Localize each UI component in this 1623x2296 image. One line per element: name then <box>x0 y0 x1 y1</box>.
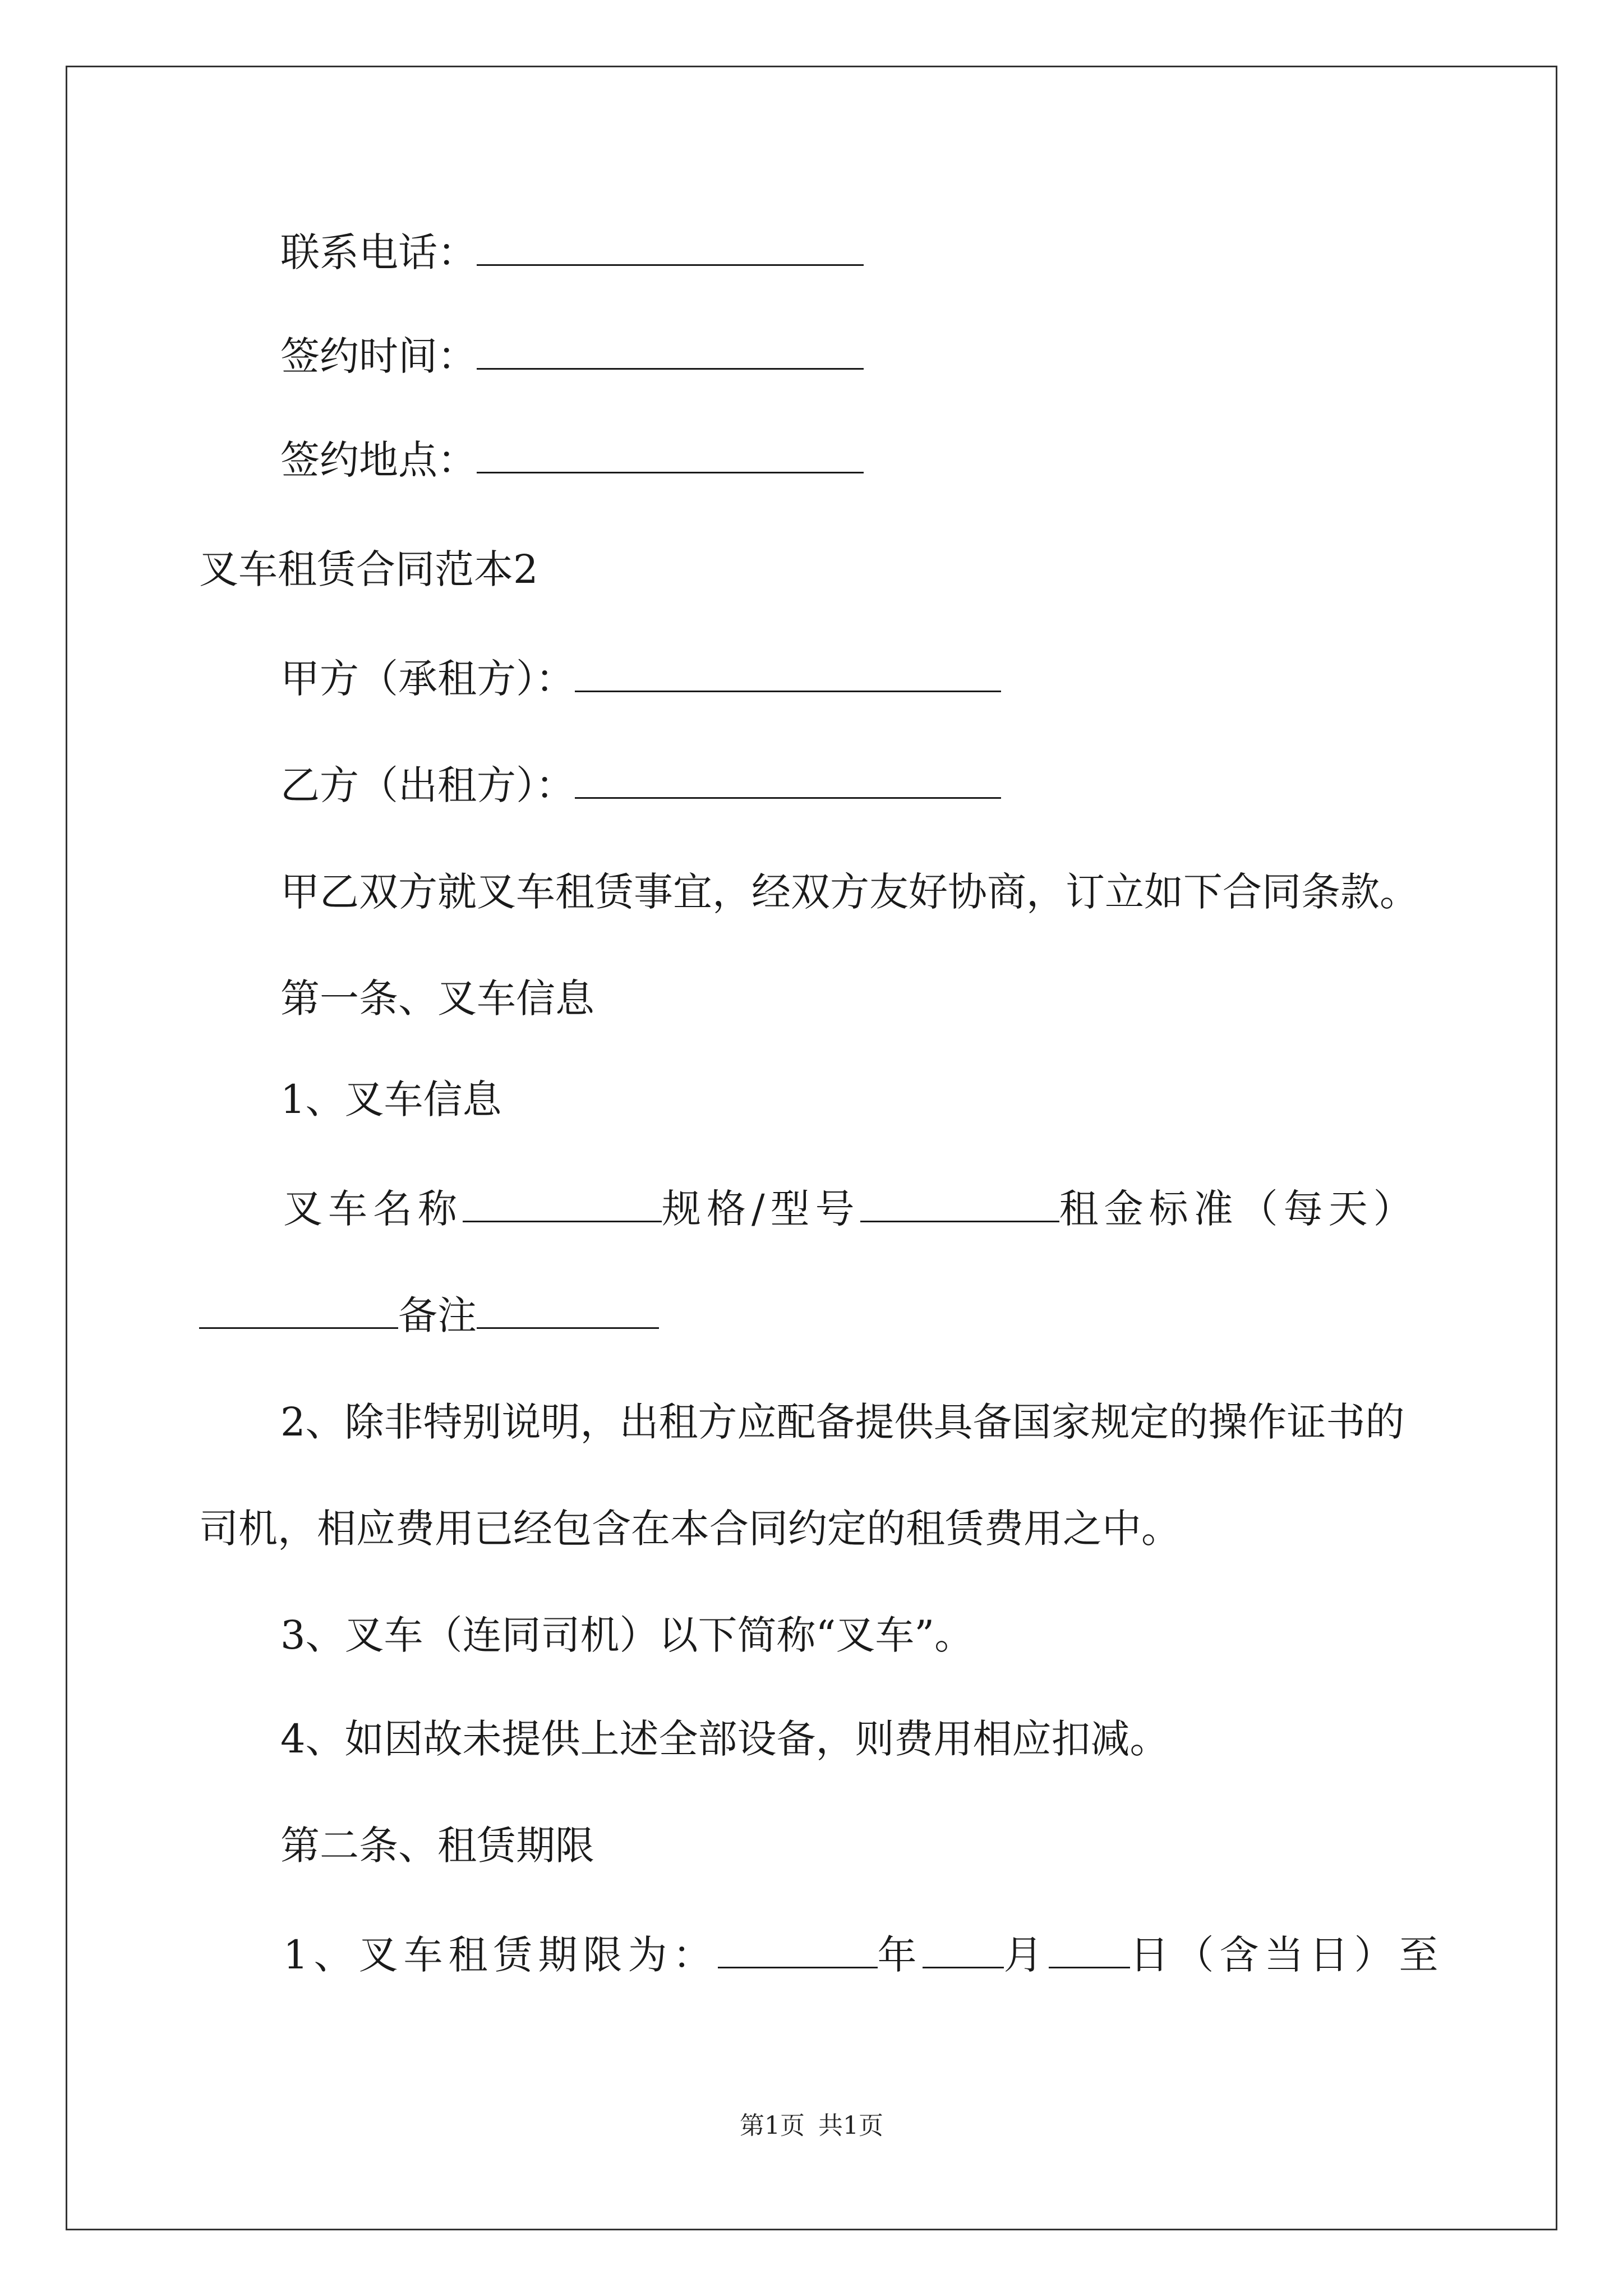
page-current: 第1页 <box>740 2111 805 2140</box>
article1-heading: 第一条、叉车信息 <box>280 976 594 1022</box>
lease-day-blank <box>1049 1932 1130 1968</box>
field-name-label: 叉车名称 <box>283 1186 463 1232</box>
sign-place-label: 签约地点： <box>280 437 477 483</box>
article1-item4: 4、如因故未提供上述全部设备，则费用相应扣减。 <box>280 1716 1169 1762</box>
sign-time-label: 签约时间： <box>280 333 477 379</box>
sign-place-blank <box>477 437 864 473</box>
intro-paragraph: 甲乙双方就叉车租赁事宜，经双方友好协商，订立如下合同条款。 <box>280 869 1419 915</box>
lease-year-blank <box>718 1932 878 1968</box>
sign-place-line <box>280 435 864 485</box>
sign-time-line <box>280 331 864 381</box>
field-rent-label: 租金标准（每天） <box>1059 1186 1418 1232</box>
party-b-line <box>280 760 1001 811</box>
page-border <box>66 66 1557 2230</box>
phone-line <box>280 227 864 278</box>
forklift-info-fields-line2 <box>199 1290 659 1341</box>
article2-heading: 第二条、租赁期限 <box>280 1823 594 1869</box>
field-note-blank <box>477 1292 659 1329</box>
article1-item2-line2: 司机，相应费用已经包含在本合同约定的租赁费用之中。 <box>199 1506 1181 1552</box>
field-spec-label: 规格/型号 <box>662 1186 860 1232</box>
party-b-label: 乙方（出租方）： <box>280 762 575 808</box>
page-footer <box>0 2109 1623 2143</box>
phone-blank <box>477 229 864 266</box>
lease-month-label: 月 <box>1003 1932 1049 1978</box>
lease-month-blank <box>923 1932 1004 1968</box>
article1-item3: 3、叉车（连同司机）以下简称“叉车”。 <box>280 1612 974 1658</box>
field-rent-blank <box>199 1292 398 1329</box>
party-a-line <box>280 654 1001 704</box>
article1-item1-heading: 1、叉车信息 <box>280 1076 502 1122</box>
contract-title: 叉车租赁合同范本2 <box>199 546 538 592</box>
article2-item1 <box>283 1930 1444 1980</box>
party-a-label: 甲方（承租方）： <box>280 656 575 702</box>
phone-label: 联系电话： <box>280 229 477 275</box>
lease-day-suffix: 日（含当日）至 <box>1129 1932 1444 1978</box>
lease-term-prefix: 1、叉车租赁期限为： <box>283 1932 718 1978</box>
sign-time-blank <box>477 333 864 370</box>
field-name-blank <box>463 1186 662 1222</box>
field-note-label: 备注 <box>398 1292 477 1338</box>
article1-item2-line1: 2、除非特别说明，出租方应配备提供具备国家规定的操作证书的 <box>280 1399 1405 1445</box>
party-b-blank <box>575 762 1001 799</box>
party-a-blank <box>575 656 1001 692</box>
field-spec-blank <box>860 1186 1059 1222</box>
lease-year-label: 年 <box>877 1932 923 1978</box>
page-total: 共1页 <box>818 2111 883 2140</box>
forklift-info-fields-line1 <box>283 1184 1418 1234</box>
